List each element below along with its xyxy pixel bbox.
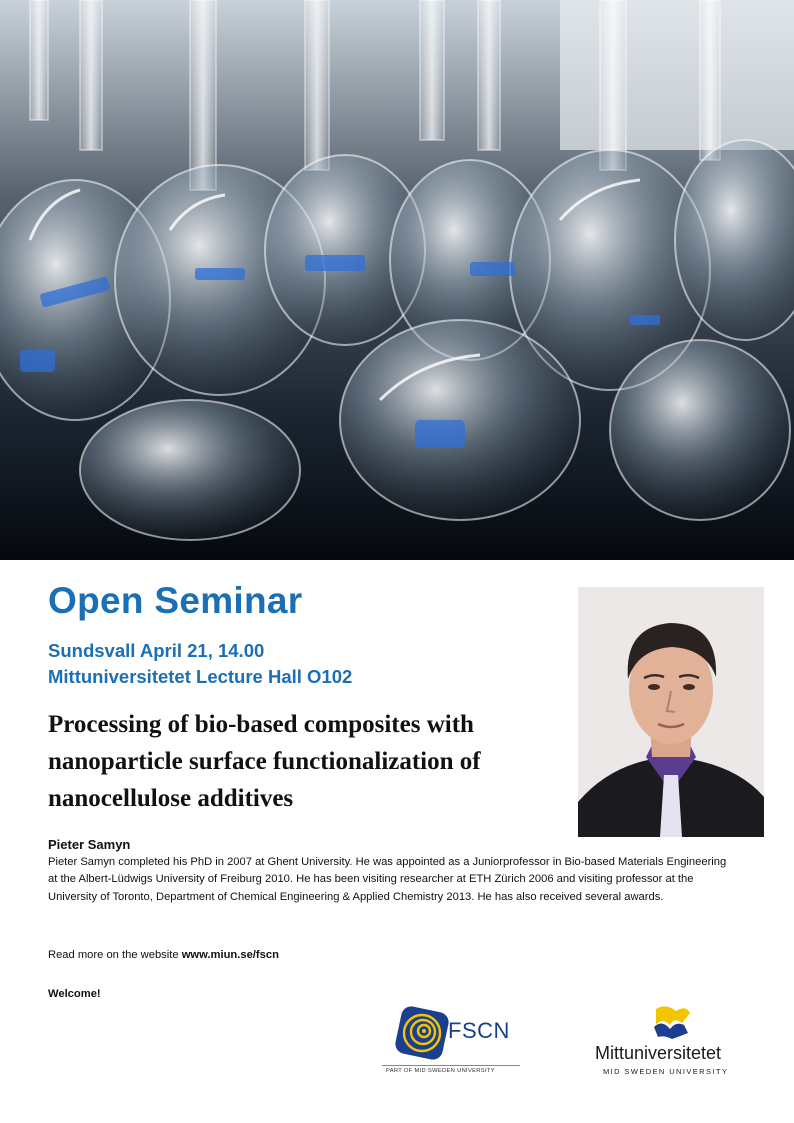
speaker-portrait <box>578 587 764 837</box>
hero-photo <box>0 0 794 560</box>
fscn-subline: PART OF MID SWEDEN UNIVERSITY <box>386 1068 495 1074</box>
university-logo <box>590 1003 750 1081</box>
fscn-name: FSCN <box>448 1018 510 1043</box>
read-more-line <box>48 949 279 961</box>
seminar-heading: Open Seminar <box>48 580 303 621</box>
website-link[interactable]: www.miun.se/fscn <box>181 949 279 961</box>
fscn-emblem-icon <box>392 1003 452 1063</box>
university-emblem-icon <box>652 1003 692 1041</box>
fscn-divider <box>382 1065 520 1066</box>
university-name: Mittuniversitetet <box>595 1043 722 1063</box>
welcome-text: Welcome! <box>48 988 101 1000</box>
talk-title: Processing of bio-based composites with nanoparticle surface functionalization of nanocellulose additives <box>48 711 481 812</box>
fscn-logo <box>382 1003 522 1079</box>
speaker-bio: Pieter Samyn completed his PhD in 2007 at Ghent University. He was appointed as a Juniorprofessor in Bio-based Materials Engineering at the Albert-Lüdwigs University of Freiburg 2010. He has been visiting researcher at ETH Zürich 2006 and visiting professor at the University of Toronto, Department of Chemical Engineering & Applied Chemistry 2013. He has also received several awards. <box>48 856 727 903</box>
read-more-prefix: Read more on the website <box>48 949 182 961</box>
seminar-date-time: Sundsvall April 21, 14.00 <box>48 640 265 661</box>
university-subline: MID SWEDEN UNIVERSITY <box>603 1067 729 1076</box>
seminar-venue: Mittuniversitetet Lecture Hall O102 <box>48 666 353 687</box>
seminar-meta <box>48 638 352 690</box>
speaker-name: Pieter Samyn <box>48 837 131 852</box>
